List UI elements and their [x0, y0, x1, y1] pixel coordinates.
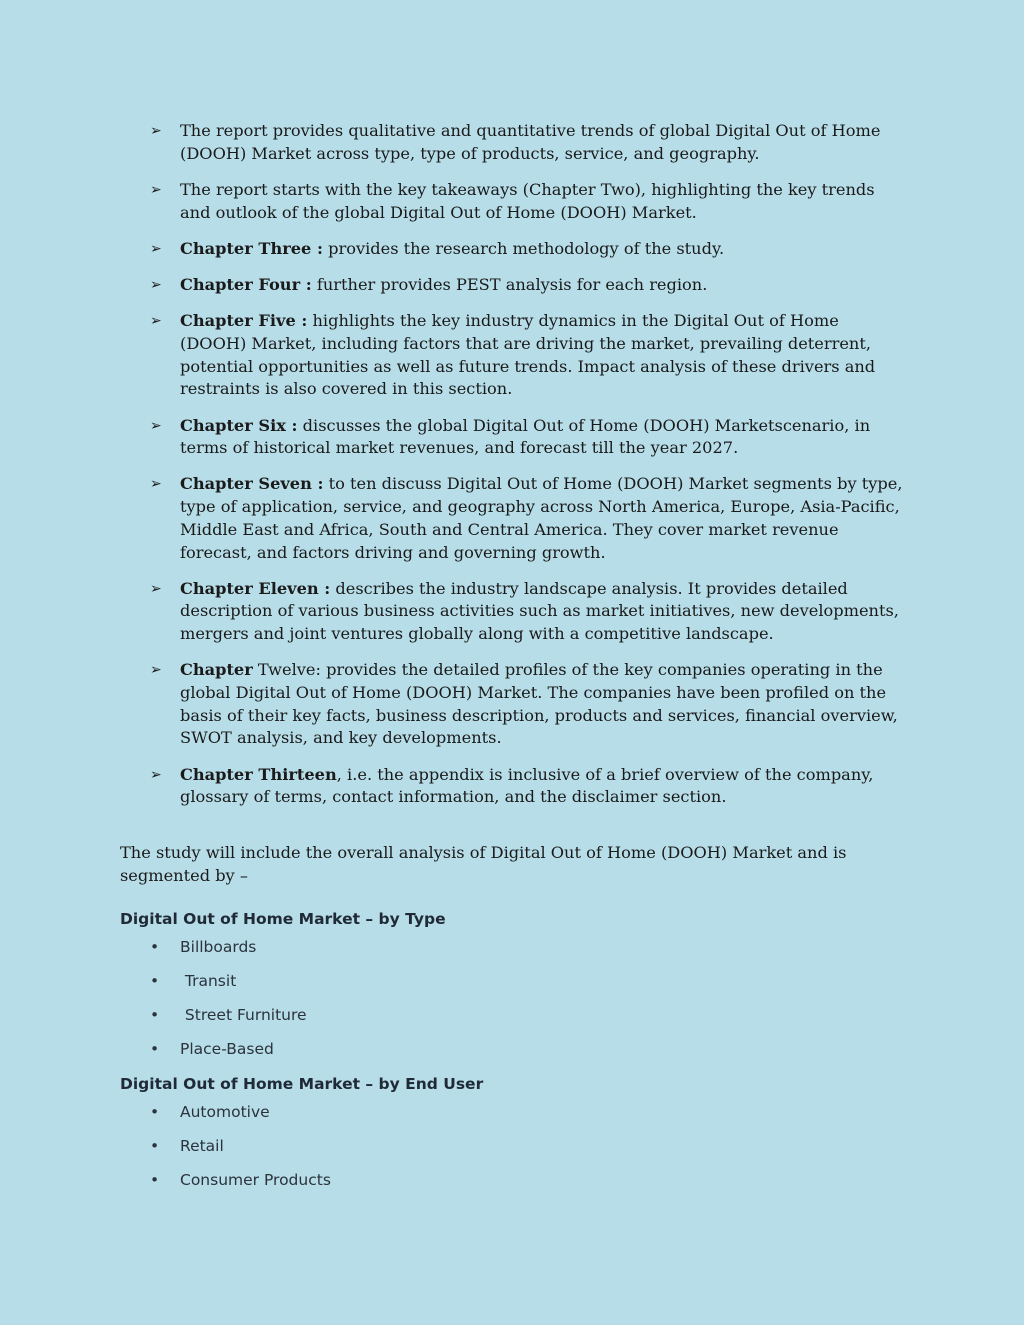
arrow-bullet-icon: ➢	[150, 417, 162, 434]
arrow-bullet-icon: ➢	[150, 277, 162, 294]
chapter-description: further provides PEST analysis for each region.	[311, 275, 708, 295]
dot-bullet-icon: •	[150, 1137, 160, 1155]
chapter-item	[150, 764, 910, 809]
arrow-bullet-icon: ➢	[150, 476, 162, 493]
segment-item-label: Automotive	[180, 1103, 270, 1121]
chapter-description: , i.e. the appendix is inclusive of a brief overview of the company, glossary of terms, contact information, and the disclaimer section.	[180, 764, 874, 807]
arrow-bullet-icon: ➢	[150, 313, 162, 330]
dot-bullet-icon: •	[150, 972, 160, 990]
chapter-title: Chapter Five :	[180, 311, 308, 331]
list-item	[150, 1005, 307, 1039]
segment-item-label: Transit	[180, 972, 237, 990]
list-item	[150, 1102, 331, 1136]
segment-item-label: Retail	[180, 1137, 224, 1155]
chapter-item	[150, 310, 910, 401]
study-intro-paragraph: The study will include the overall analysis of Digital Out of Home (DOOH) Market and is segmented by –	[120, 843, 847, 885]
chapter-item	[150, 179, 910, 224]
arrow-bullet-icon: ➢	[150, 181, 162, 198]
chapter-list	[150, 120, 910, 823]
dot-bullet-icon: •	[150, 1171, 160, 1189]
arrow-bullet-icon: ➢	[150, 580, 162, 597]
list-item	[150, 1170, 331, 1204]
chapter-item	[150, 415, 910, 460]
arrow-bullet-icon: ➢	[150, 123, 162, 139]
chapter-title: Chapter	[180, 660, 253, 680]
chapter-item	[150, 659, 910, 750]
list-item	[150, 937, 307, 971]
chapter-item	[150, 120, 910, 165]
chapter-title: Chapter Six :	[180, 415, 298, 435]
chapter-item	[150, 473, 910, 564]
segment-item-label: Street Furniture	[180, 1006, 307, 1024]
chapter-description: Twelve: provides the detailed profiles of the key companies operating in the global Digital Out of Home (DOOH) Market. The companies have been profiled on the basis of their key facts, business description, products and services, financial overview, SWOT analysis, and key developments.	[180, 660, 898, 748]
chapter-item	[150, 238, 910, 261]
chapter-description: describes the industry landscape analysis. It provides detailed description of various business activities such as market initiatives, new developments, mergers and joint ventures globally along with a competitive landscape.	[180, 578, 899, 644]
list-item	[150, 1136, 331, 1170]
chapter-description: highlights the key industry dynamics in the Digital Out of Home (DOOH) Market, including factors that are driving the market, prevailing deterrent, potential opportunities as well as future trends. Impact analysis of these drivers and restraints is also covered in this section.	[180, 311, 876, 399]
chapter-description: to ten discuss Digital Out of Home (DOOH) Market segments by type, type of application, service, and geography across North America, Europe, Asia-Pacific, Middle East and Africa, South and Central America. They cover market revenue forecast, and factors driving and governing growth.	[180, 474, 903, 562]
chapter-description: The report provides qualitative and quantitative trends of global Digital Out of Home (DOOH) Market across type, type of products, service, and geography.	[180, 121, 881, 163]
chapter-title: Chapter Thirteen	[180, 764, 337, 784]
arrow-bullet-icon: ➢	[150, 766, 162, 783]
arrow-bullet-icon: ➢	[150, 240, 162, 257]
segment-list-by-type	[150, 937, 307, 1073]
segment-heading-by-type: Digital Out of Home Market – by Type	[120, 910, 446, 928]
segment-item-label: Consumer Products	[180, 1171, 331, 1189]
list-item	[150, 971, 307, 1005]
dot-bullet-icon: •	[150, 1006, 160, 1024]
chapter-description: The report starts with the key takeaways (Chapter Two), highlighting the key trends and outlook of the global Digital Out of Home (DOOH) Market.	[180, 179, 875, 222]
segment-heading-by-end-user: Digital Out of Home Market – by End User	[120, 1075, 484, 1093]
chapter-title: Chapter Eleven :	[180, 578, 331, 598]
chapter-title: Chapter Seven :	[180, 474, 324, 494]
chapter-description: provides the research methodology of the study.	[322, 238, 725, 258]
chapter-item	[150, 578, 910, 646]
chapter-item	[150, 274, 910, 297]
dot-bullet-icon: •	[150, 938, 160, 956]
list-item	[150, 1039, 307, 1073]
segment-item-label: Place-Based	[180, 1040, 274, 1058]
segment-item-label: Billboards	[180, 938, 257, 956]
chapter-title: Chapter Three :	[180, 238, 323, 258]
segment-list-by-end-user	[150, 1102, 331, 1204]
dot-bullet-icon: •	[150, 1103, 160, 1121]
dot-bullet-icon: •	[150, 1040, 160, 1058]
chapter-title: Chapter Four :	[180, 275, 312, 295]
arrow-bullet-icon: ➢	[150, 662, 162, 679]
chapter-description: discusses the global Digital Out of Home (DOOH) Marketscenario, in terms of historical market revenues, and forecast till the year 2027.	[180, 415, 871, 458]
